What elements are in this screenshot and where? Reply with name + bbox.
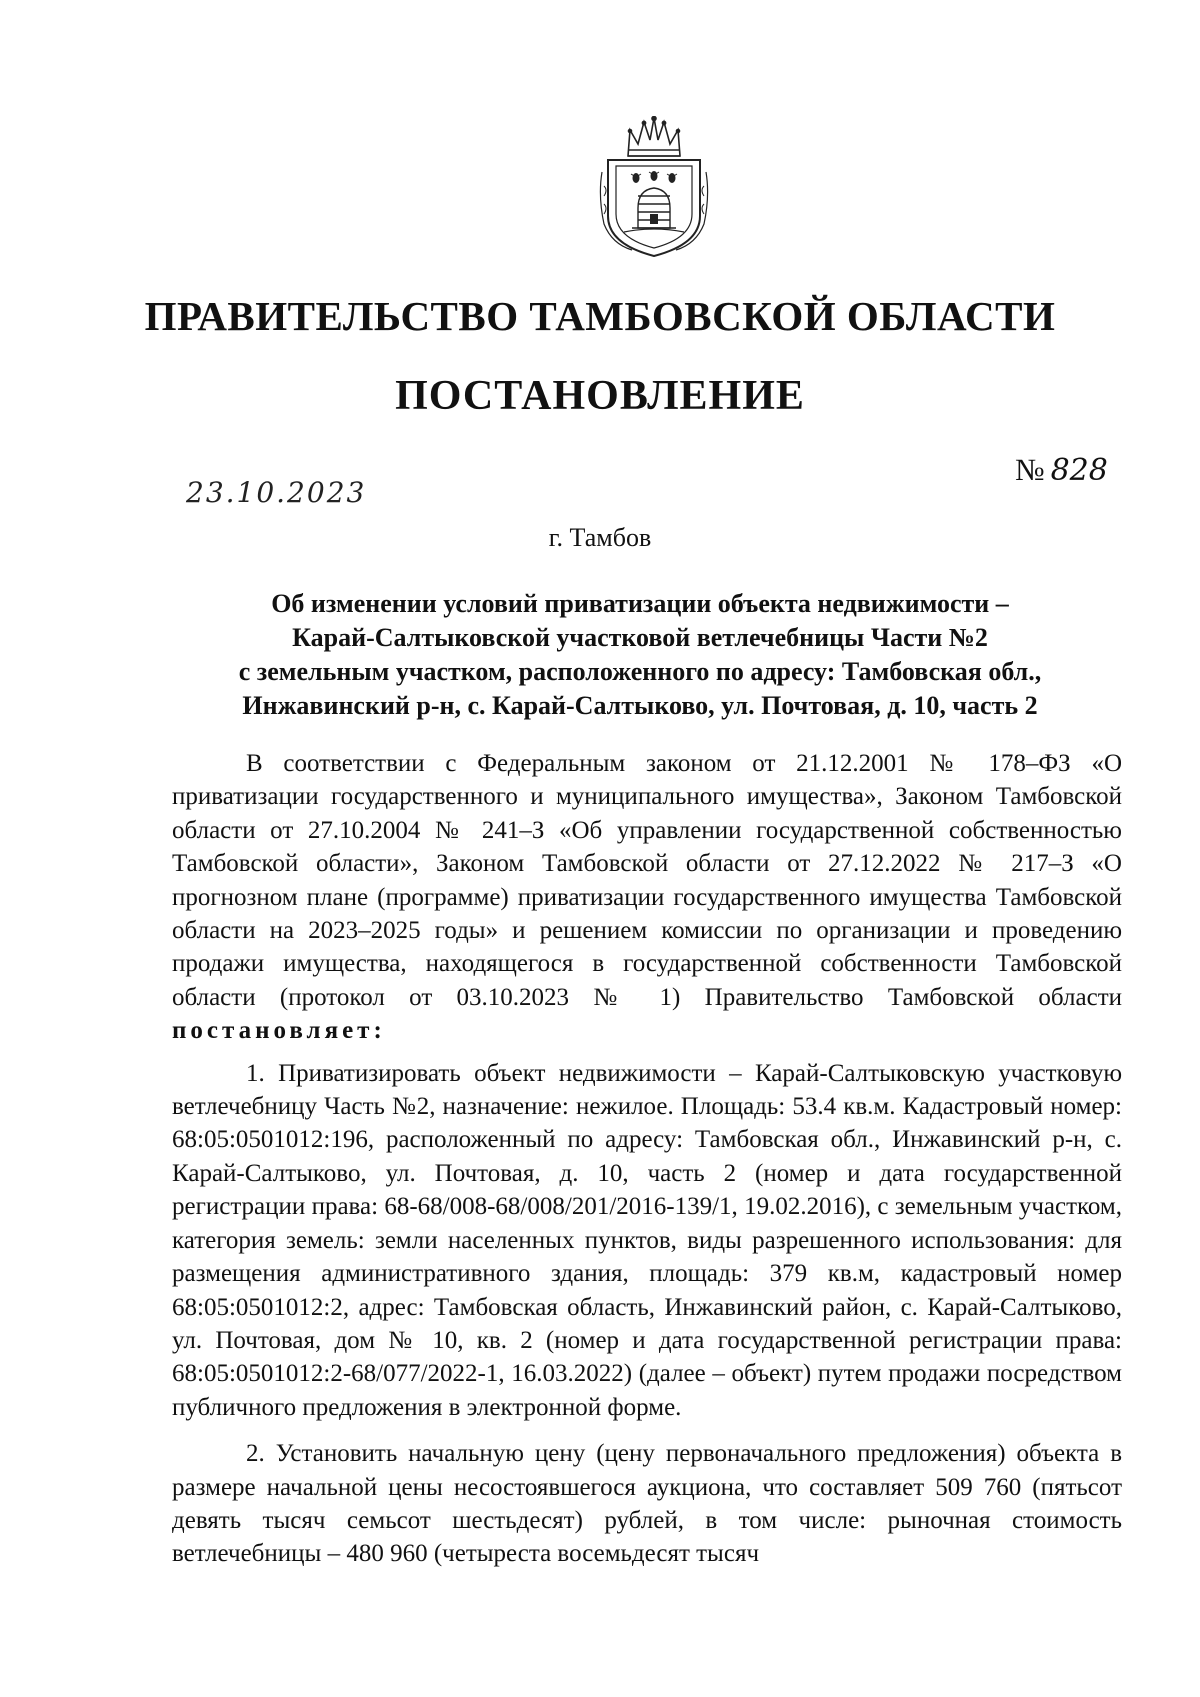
preamble-text: В соответствии с Федеральным законом от 21.12.2001 № 178–ФЗ «О приватизации государственного и муниципального имущества», Законом Тамбовской области от 27.10.2004 № 241–З «Об управлении государственной собственностью Тамбовской области», Законом Тамбовской области от 27.12.2022 № 217–З «О прогнозном плане (программе) приватизации государственного имущества Тамбовской области на 2023–2025 годы» и решением комиссии по организации и проведению продажи имущества, находящегося в государственной собственности Тамбовской области (протокол от 03.10.2023 № 1) Правительство Тамбовской области (172, 750, 1122, 1011)
subject-line: с земельным участком, расположенного по адресу: Тамбовская обл., (238, 657, 1042, 686)
document-type-heading: ПОСТАНОВЛЕНИЕ (395, 373, 805, 419)
subject-line: Об изменении условий приватизации объекта недвижимости – (271, 589, 1009, 618)
document-body (172, 747, 1122, 1571)
city-line: г. Тамбов (548, 523, 652, 552)
number-value: 828 (1050, 453, 1108, 488)
subject-line: Карай-Салтыковской участковой ветлечебницы Части №2 (292, 623, 988, 652)
organization-title: ПРАВИТЕЛЬСТВО ТАМБОВСКОЙ ОБЛАСТИ (144, 293, 1056, 339)
document-subject (160, 587, 1120, 723)
number-prefix: № (1015, 452, 1045, 487)
decree-word: постановляет: (172, 1017, 386, 1045)
tambov-coat-of-arms-icon (598, 116, 710, 258)
preamble-paragraph (172, 747, 1122, 1048)
document-date: 23.10.2023 (186, 476, 367, 509)
item-2-paragraph: 2. Установить начальную цену (цену первоначального предложения) объекта в размере начальной цены несостоявшегося аукциона, что составляет 509 760 (пятьсот девять тысяч семьсот шестьдесят) рублей, в том числе: рыночная стоимость ветлечебницы – 480 960 (четыреста восемьдесят тысяч (172, 1440, 1122, 1568)
document-number (1015, 452, 1108, 488)
item-1-paragraph: 1. Приватизировать объект недвижимости – Карай-Салтыковскую участковую ветлечебницу Часть №2, назначение: нежилое. Площадь: 53.4 кв.м. Кадастровый номер: 68:05:0501012:196, расположенный по адресу: Тамбовская обл., Инжавинский р-н, с. Карай-Салтыково, ул. Почтовая, д. 10, часть 2 (номер и дата государственной регистрации права: 68-68/008-68/008/201/2016-139/1, 19.02.2016), с земельным участком, категория земель: земли населенных пунктов, виды разрешенного использования: для размещения административного здания, площадь: 379 кв.м, кадастровый номер 68:05:0501012:2, адрес: Тамбовская область, Инжавинский район, с. Карай-Салтыково, ул. Почтовая, дом № 10, кв. 2 (номер и дата государственной регистрации права: 68:05:0501012:2-68/077/2022-1, 16.03.2022) (далее – объект) путем продажи посредством публичного предложения в электронной форме. (172, 1059, 1122, 1421)
subject-line: Инжавинский р-н, с. Карай-Салтыково, ул. Почтовая, д. 10, часть 2 (242, 691, 1038, 720)
